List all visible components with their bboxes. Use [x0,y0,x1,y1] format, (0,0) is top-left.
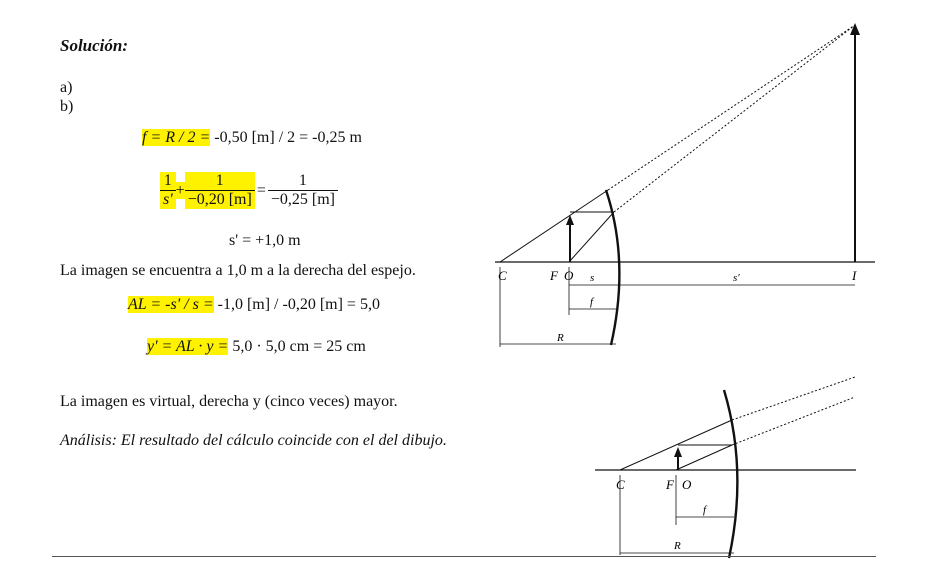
item-b-label: b) [60,98,74,115]
magnification-equation [128,296,380,314]
label-r: R [674,540,681,552]
fraction-numerator: 1 [298,172,307,189]
focal-rest: -0,50 [m] / 2 = -0,25 m [210,129,362,146]
fraction-1-over-s [185,172,255,209]
label-f: F [666,477,674,492]
label-i: I [852,268,857,283]
object-arrowhead [566,215,574,225]
ray-diagram-top [480,15,880,355]
item-a-label: a) [60,79,73,96]
label-f-dimension: f [590,296,594,308]
label-s: s [590,272,595,284]
label-r: R [557,332,564,344]
image-location-text: La imagen se encuentra a 1,0 m a la derecha del espejo. [60,262,416,279]
image-height-equation [147,338,366,356]
plus-sign: + [175,181,185,199]
equals-sign: = [256,181,266,199]
focal-ray-extension [732,397,855,445]
label-f: F [550,268,558,283]
central-ray-extension [732,377,855,420]
fraction-1-over-s-prime [160,172,176,209]
concave-mirror [724,390,737,558]
central-ray [500,190,608,262]
label-o: O [682,477,692,492]
fraction-1-over-f [268,172,338,209]
fraction-numerator: 1 [163,172,172,189]
conclusion-text: La imagen es virtual, derecha y (cinco veces) mayor. [60,393,398,410]
height-rest: 5,0 · 5,0 cm = 25 cm [228,338,366,355]
label-c: C [498,268,507,283]
label-c: C [616,477,625,492]
fraction-denominator: s' [160,190,176,209]
fraction-denominator: −0,20 [m] [185,190,255,209]
fraction-numerator: 1 [215,172,224,189]
focal-ray [676,445,732,470]
fraction-denominator: −0,25 [m] [268,190,338,209]
focal-ray [569,212,614,262]
image-arrowhead [850,23,860,35]
label-f-dimension: f [703,504,707,516]
label-s-prime: s' [733,272,740,284]
focal-highlight: f = R / 2 = [142,129,211,146]
magnification-rest: -1,0 [m] / -0,20 [m] = 5,0 [213,296,380,313]
label-o: O [564,268,574,283]
solution-heading: Solución: [60,36,129,55]
mirror-equation [160,172,338,209]
s-prime-result: s' = +1,0 m [229,232,301,249]
page-divider [52,556,876,557]
central-ray-extension [608,25,855,190]
focal-ray-extension [614,25,855,212]
magnification-highlight: AL = -s' / s = [128,296,214,313]
focal-length-equation [142,129,362,147]
object-arrowhead [674,447,682,457]
analysis-text: Análisis: El resultado del cálculo coincide con el del dibujo. [60,432,447,449]
height-highlight: y' = AL · y = [147,338,229,355]
ray-diagram-bottom [590,365,860,560]
